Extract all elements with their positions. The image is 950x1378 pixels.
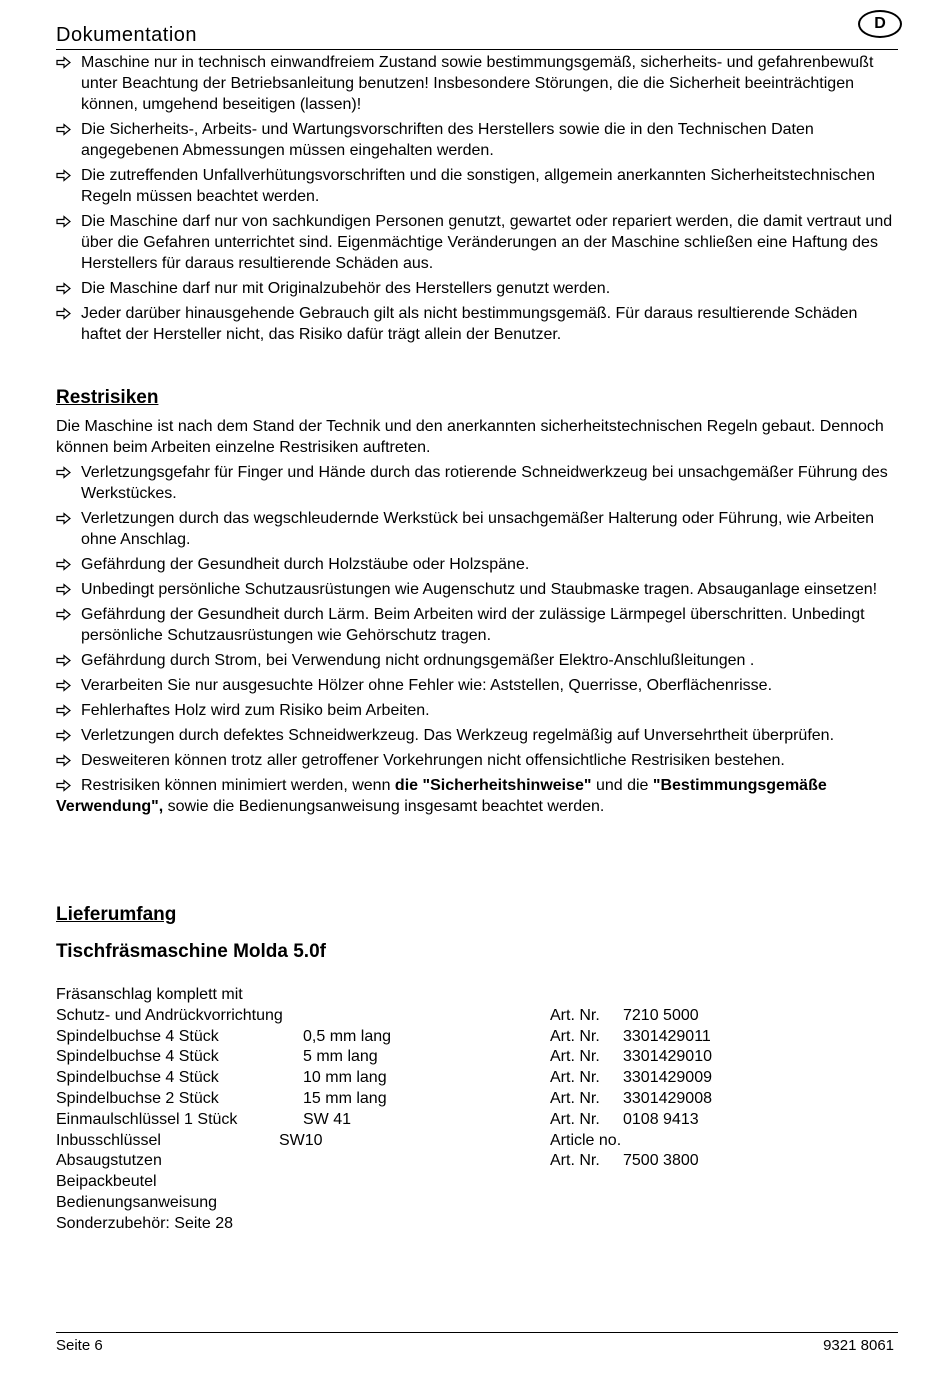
supply-row bbox=[56, 1047, 898, 1068]
bullet-item bbox=[56, 508, 898, 550]
arrow-right-icon bbox=[56, 750, 72, 771]
supply-item: Spindelbuchse 4 Stück bbox=[56, 1069, 219, 1087]
arrow-right-icon bbox=[56, 165, 72, 186]
bullet-text: Maschine nur in technisch einwandfreiem Zustand sowie bestimmungsgemäß, sicherheits- und gefahrenbewußt unter Beachtung der Betriebsanleitung benutzen! Insbesondere Störungen, die die Sicherheit beeinträchtigen können, umgehend beseitigen (lassen)! bbox=[81, 54, 874, 113]
supply-item: Einmaulschlüssel 1 Stück bbox=[56, 1110, 238, 1128]
supply-size: 5 mm lang bbox=[303, 1048, 378, 1066]
bullet-text: Desweiteren können trotz aller getroffener Vorkehrungen nicht offensichtliche Restrisiken bestehen. bbox=[81, 752, 785, 769]
bullet-item bbox=[56, 604, 898, 646]
arrow-right-icon bbox=[56, 303, 72, 324]
arrow-right-icon bbox=[56, 650, 72, 671]
bullet-item bbox=[56, 650, 898, 671]
article-number: 3301429010 bbox=[623, 1048, 712, 1066]
bullet-text: Verarbeiten Sie nur ausgesuchte Hölzer ohne Fehler wie: Aststellen, Querrisse, Oberflächenrisse. bbox=[81, 677, 773, 694]
bullet-text: Verletzungen durch defektes Schneidwerkzeug. Das Werkzeug regelmäßig auf Unversehrtheit überprüfen. bbox=[81, 727, 835, 744]
arrow-right-icon bbox=[56, 775, 72, 796]
arrow-right-icon bbox=[56, 604, 72, 625]
page-footer bbox=[56, 1332, 898, 1358]
article-number: 7500 3800 bbox=[623, 1152, 699, 1170]
article-label: Art. Nr. bbox=[550, 1006, 600, 1024]
arrow-right-icon bbox=[56, 579, 72, 600]
supply-item: Sonderzubehör: Seite 28 bbox=[56, 1214, 234, 1232]
arrow-right-icon bbox=[56, 278, 72, 299]
supply-row bbox=[56, 1068, 898, 1089]
bullet-text: Die Maschine darf nur mit Originalzubehör des Herstellers genutzt werden. bbox=[81, 280, 611, 297]
bullet-item bbox=[56, 725, 898, 746]
bullet-item bbox=[56, 278, 898, 299]
supply-size: 15 mm lang bbox=[303, 1089, 387, 1107]
supply-item: Spindelbuchse 4 Stück bbox=[56, 1027, 219, 1045]
bullet-item bbox=[56, 750, 898, 771]
lieferumfang-title: Lieferumfang bbox=[56, 904, 177, 925]
bullet-text: Gefährdung durch Strom, bei Verwendung nicht ordnungsgemäßer Elektro-Anschlußleitungen . bbox=[81, 652, 755, 669]
product-title: Tischfräsmaschine Molda 5.0f bbox=[56, 941, 326, 962]
article-label: Article no. bbox=[550, 1131, 622, 1149]
supply-row bbox=[56, 1089, 898, 1110]
article-label: Art. Nr. bbox=[550, 1089, 600, 1107]
supply-item: Spindelbuchse 2 Stück bbox=[56, 1089, 219, 1107]
bullet-text: Verletzungsgefahr für Finger und Hände durch das rotierende Schneidwerkzeug bei unsachgemäßer Führung des Werkstückes. bbox=[81, 464, 888, 502]
bullet-item bbox=[56, 211, 898, 274]
arrow-right-icon bbox=[56, 554, 72, 575]
supply-item: Fräsanschlag komplett mit bbox=[56, 986, 243, 1003]
arrow-right-icon bbox=[56, 700, 72, 721]
supply-row bbox=[56, 1193, 898, 1214]
article-number: 3301429011 bbox=[623, 1027, 711, 1045]
bullet-text: Unbedingt persönliche Schutzausrüstungen wie Augenschutz und Staubmaske tragen. Absauganlage einsetzen! bbox=[81, 581, 878, 598]
restrisiken-title: Restrisiken bbox=[56, 387, 159, 408]
last-bullet-text-1: Restrisiken können minimiert werden, wenn bbox=[81, 777, 395, 794]
bullet-item bbox=[56, 303, 898, 345]
bullet-item bbox=[56, 554, 898, 575]
article-number: 7210 5000 bbox=[623, 1006, 699, 1024]
supply-item: Absaugstutzen bbox=[56, 1152, 162, 1170]
intro-bullets bbox=[56, 52, 898, 349]
bullet-item bbox=[56, 579, 898, 600]
supply-row bbox=[56, 1131, 898, 1152]
restrisiken-intro: Die Maschine ist nach dem Stand der Technik und den anerkannten sicherheitstechnischen Regeln gebaut. Dennoch können beim Arbeiten einzelne Restrisiken auftreten. bbox=[56, 418, 884, 456]
arrow-right-icon bbox=[56, 675, 72, 696]
document-number: 9321 8061 bbox=[823, 1337, 894, 1354]
article-number: 0108 9413 bbox=[623, 1110, 699, 1128]
last-bullet-bold-2: "Bestimmungsgemäße Verwendung", bbox=[56, 777, 827, 815]
article-number: 3301429009 bbox=[623, 1069, 712, 1087]
article-label: Art. Nr. bbox=[550, 1048, 600, 1066]
supply-item: Spindelbuchse 4 Stück bbox=[56, 1048, 219, 1066]
page-number: Seite 6 bbox=[56, 1337, 103, 1354]
supply-item: Beipackbeutel bbox=[56, 1173, 157, 1191]
bullet-text: Die Maschine darf nur von sachkundigen Personen genutzt, gewartet oder repariert werden, die damit vertraut und über die Gefahren unterrichtet sind. Eigenmächtige Veränderungen an der Maschine schließen eine Haftung des Herstellers für daraus resultierende Schäden aus. bbox=[81, 213, 893, 272]
arrow-right-icon bbox=[56, 52, 72, 73]
restrisiken-section bbox=[56, 416, 898, 821]
article-label: Art. Nr. bbox=[550, 1069, 600, 1087]
supply-row bbox=[56, 985, 898, 1006]
supply-row bbox=[56, 1110, 898, 1131]
supply-row bbox=[56, 1027, 898, 1048]
supply-row bbox=[56, 1214, 898, 1235]
supply-item: Inbusschlüssel bbox=[56, 1131, 161, 1149]
supply-size: SW 41 bbox=[303, 1110, 352, 1128]
bullet-item bbox=[56, 675, 898, 696]
last-bullet-text-3: sowie die Bedienungsanweisung insgesamt beachtet werden. bbox=[163, 798, 605, 815]
restrisiken-last-bullet bbox=[56, 775, 898, 817]
bullet-text: Die Sicherheits-, Arbeits- und Wartungsvorschriften des Herstellers sowie die in den Technischen Daten angegebenen Abmessungen müssen eingehalten werden. bbox=[81, 121, 814, 159]
language-badge: D bbox=[858, 10, 902, 38]
page-header bbox=[56, 15, 898, 50]
arrow-right-icon bbox=[56, 211, 72, 232]
supply-row bbox=[56, 1151, 898, 1172]
header-title: Dokumentation bbox=[56, 24, 198, 46]
supply-item: Schutz- und Andrückvorrichtung bbox=[56, 1006, 283, 1024]
arrow-right-icon bbox=[56, 462, 72, 483]
arrow-right-icon bbox=[56, 508, 72, 529]
last-bullet-bold-1: die "Sicherheitshinweise" bbox=[394, 777, 592, 794]
supply-size: 10 mm lang bbox=[303, 1069, 387, 1087]
bullet-text: Fehlerhaftes Holz wird zum Risiko beim Arbeiten. bbox=[81, 702, 430, 719]
bullet-item bbox=[56, 700, 898, 721]
bullet-item bbox=[56, 165, 898, 207]
supply-size: 0,5 mm lang bbox=[303, 1027, 392, 1045]
supply-row bbox=[56, 1006, 898, 1027]
bullet-item bbox=[56, 462, 898, 504]
bullet-text: Gefährdung der Gesundheit durch Lärm. Beim Arbeiten wird der zulässige Lärmpegel überschritten. Unbedingt persönliche Schutzausrüstungen wie Gehörschutz tragen. bbox=[81, 606, 865, 644]
supply-item: Bedienungsanweisung bbox=[56, 1193, 218, 1211]
bullet-text: Die zutreffenden Unfallverhütungsvorschriften und die sonstigen, allgemein anerkannten Sicherheitstechnischen Regeln müssen beachtet werden. bbox=[81, 167, 875, 205]
restrisiken-bullets bbox=[56, 462, 898, 771]
article-number: 3301429008 bbox=[623, 1089, 712, 1107]
last-bullet-text-2: und die bbox=[591, 777, 653, 794]
article-label: Art. Nr. bbox=[550, 1110, 600, 1128]
supply-size: SW10 bbox=[279, 1131, 323, 1149]
supply-list bbox=[56, 985, 898, 1235]
supply-row bbox=[56, 1172, 898, 1193]
article-label: Art. Nr. bbox=[550, 1152, 600, 1170]
bullet-item bbox=[56, 119, 898, 161]
bullet-text: Jeder darüber hinausgehende Gebrauch gilt als nicht bestimmungsgemäß. Für daraus resultierende Schäden haftet der Hersteller nicht, das Risiko dafür trägt allein der Benutzer. bbox=[81, 305, 858, 343]
arrow-right-icon bbox=[56, 725, 72, 746]
article-label: Art. Nr. bbox=[550, 1027, 600, 1045]
bullet-text: Gefährdung der Gesundheit durch Holzstäube oder Holzspäne. bbox=[81, 556, 530, 573]
arrow-right-icon bbox=[56, 119, 72, 140]
bullet-text: Verletzungen durch das wegschleudernde Werkstück bei unsachgemäßer Halterung oder Führung, wie Arbeiten ohne Anschlag. bbox=[81, 510, 875, 548]
bullet-item bbox=[56, 52, 898, 115]
